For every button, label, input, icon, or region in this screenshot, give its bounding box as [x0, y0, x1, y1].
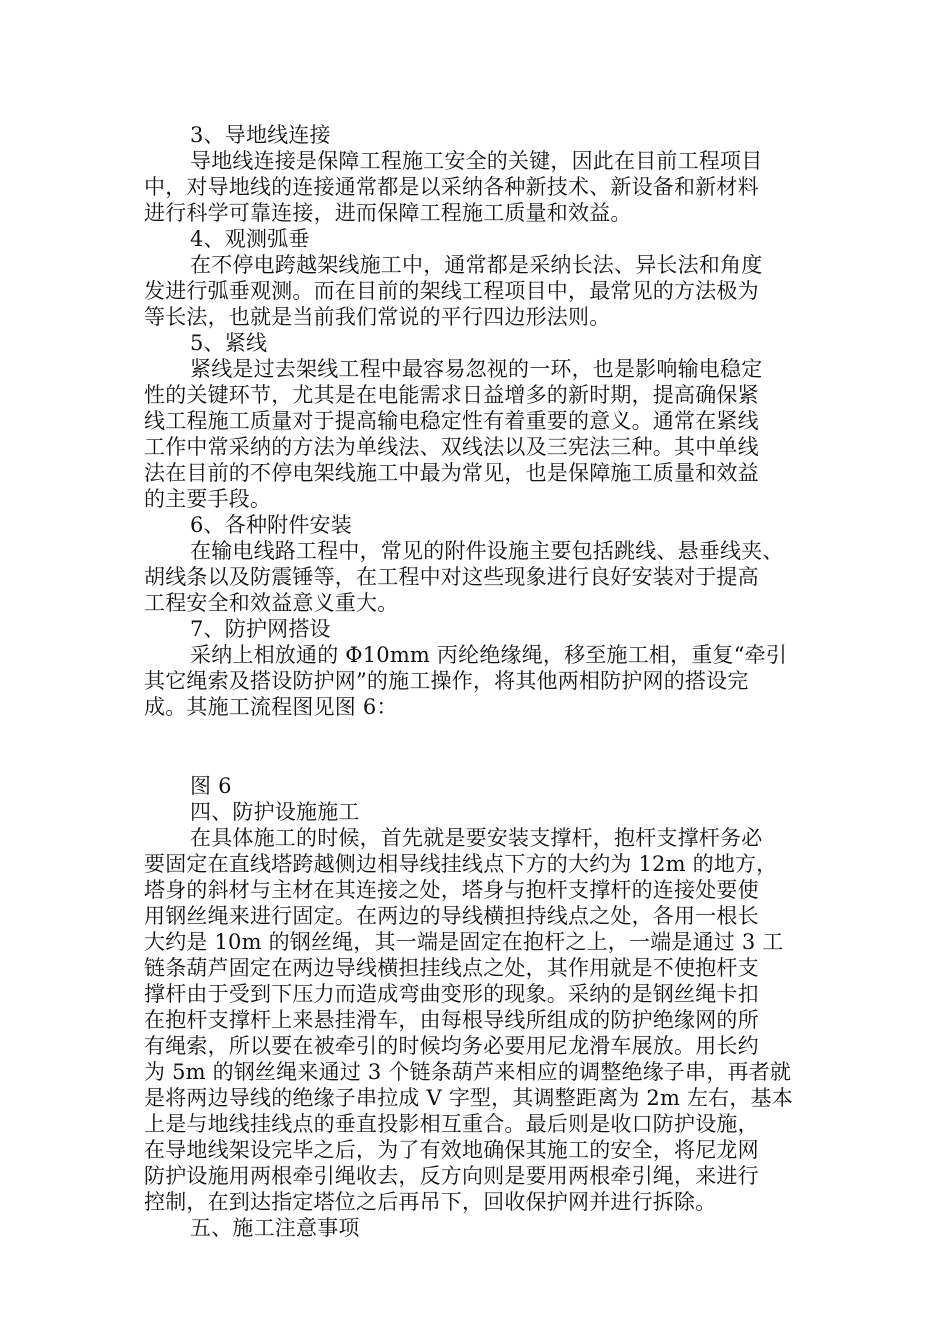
text-line: 工程安全和效益意义重大。 [144, 591, 399, 615]
heading-3: 3、导地线连接 [190, 123, 331, 147]
text-line: 的主要手段。 [144, 487, 272, 511]
text-line: 导地线连接是保障工程施工安全的关键，因此在目前工程项目 [190, 149, 763, 173]
heading-6: 6、各种附件安装 [190, 513, 352, 537]
text-line: 是将两边导线的绝缘子串拉成 V 字型，其调整距离为 2m 左右，基本 [144, 1086, 793, 1110]
text-line: 在导地线架设完毕之后，为了有效地确保其施工的安全，将尼龙网 [144, 1138, 759, 1162]
text-line: 在不停电跨越架线施工中，通常都是采纳长法、异长法和角度 [190, 253, 763, 277]
text-line: 等长法，也就是当前我们常说的平行四边形法则。 [144, 305, 611, 329]
text-line: 大约是 10m 的钢丝绳，其一端是固定在抱杆之上，一端是通过 3 工 [144, 930, 784, 954]
text-line: 在抱杆支撑杆上来悬挂滑车，由每根导线所组成的防护绝缘网的所 [144, 1008, 759, 1032]
heading-5: 5、紧线 [190, 331, 268, 355]
text-line: 上是与地线挂线点的垂直投影相互重合。最后则是收口防护设施， [144, 1112, 759, 1136]
text-line: 胡线条以及防震锤等，在工程中对这些现象进行良好安装对于提高 [144, 565, 759, 589]
text-line: 进行科学可靠连接，进而保障工程施工质量和效益。 [144, 201, 632, 225]
text-line: 工作中常采纳的方法为单线法、双线法以及三宪法三种。其中单线 [144, 435, 759, 459]
text-line: 采纳上相放通的 Φ10mm 丙纶绝缘绳，移至施工相，重复“牵引 [190, 643, 788, 667]
text-line: 发进行弧垂观测。而在目前的架线工程项目中，最常见的方法极为 [144, 279, 759, 303]
heading-4: 4、观测弧垂 [190, 227, 310, 251]
text-line: 防护设施用两根牵引绳收去，反方向则是要用两根牵引绳，来进行 [144, 1164, 759, 1188]
text-line: 中，对导地线的连接通常都是以采纳各种新技术、新设备和新材料 [144, 175, 759, 199]
text-line: 在具体施工的时候，首先就是要安装支撑杆，抱杆支撑杆务必 [190, 826, 763, 850]
text-line: 在输电线路工程中，常见的附件设施主要包括跳线、悬垂线夹、 [190, 539, 784, 563]
text-line: 线工程施工质量对于提高输电稳定性有着重要的意义。通常在紧线 [144, 409, 759, 433]
text-line: 用钢丝绳来进行固定。在两边的导线横担持线点之处，各用一根长 [144, 904, 759, 928]
heading-7: 7、防护网搭设 [190, 617, 331, 641]
figure-caption: 图 6 [190, 774, 232, 798]
text-line: 要固定在直线塔跨越侧边相导线挂线点下方的大约为 12m 的地方， [144, 852, 778, 876]
text-line: 为 5m 的钢丝绳来通过 3 个链条葫芦来相应的调整绝缘子串，再者就 [144, 1060, 792, 1084]
text-line: 控制，在到达指定塔位之后再吊下，回收保护网并进行拆除。 [144, 1190, 717, 1214]
text-line: 链条葫芦固定在两边导线横担挂线点之处，其作用就是不使抱杆支 [144, 956, 759, 980]
text-line: 其它绳索及搭设防护网”的施工操作，将其他两相防护网的搭设完 [144, 669, 749, 693]
text-line: 性的关键环节，尤其是在电能需求日益增多的新时期，提高确保紧 [144, 383, 759, 407]
text-line: 有绳索，所以要在被牵引的时候均务必要用尼龙滑车展放。用长约 [144, 1034, 759, 1058]
text-line: 撑杆由于受到下压力而造成弯曲变形的现象。采纳的是钢丝绳卡扣 [144, 982, 759, 1006]
text-line: 紧线是过去架线工程中最容易忽视的一环，也是影响输电稳定 [190, 357, 763, 381]
section-heading-5: 五、施工注意事项 [190, 1216, 360, 1240]
text-line: 塔身的斜材与主材在其连接之处，塔身与抱杆支撑杆的连接处要使 [144, 878, 759, 902]
section-heading-4: 四、防护设施施工 [190, 800, 360, 824]
text-line: 成。其施工流程图见图 6： [144, 695, 398, 719]
text-line: 法在目前的不停电架线施工中最为常见，也是保障施工质量和效益 [144, 461, 759, 485]
